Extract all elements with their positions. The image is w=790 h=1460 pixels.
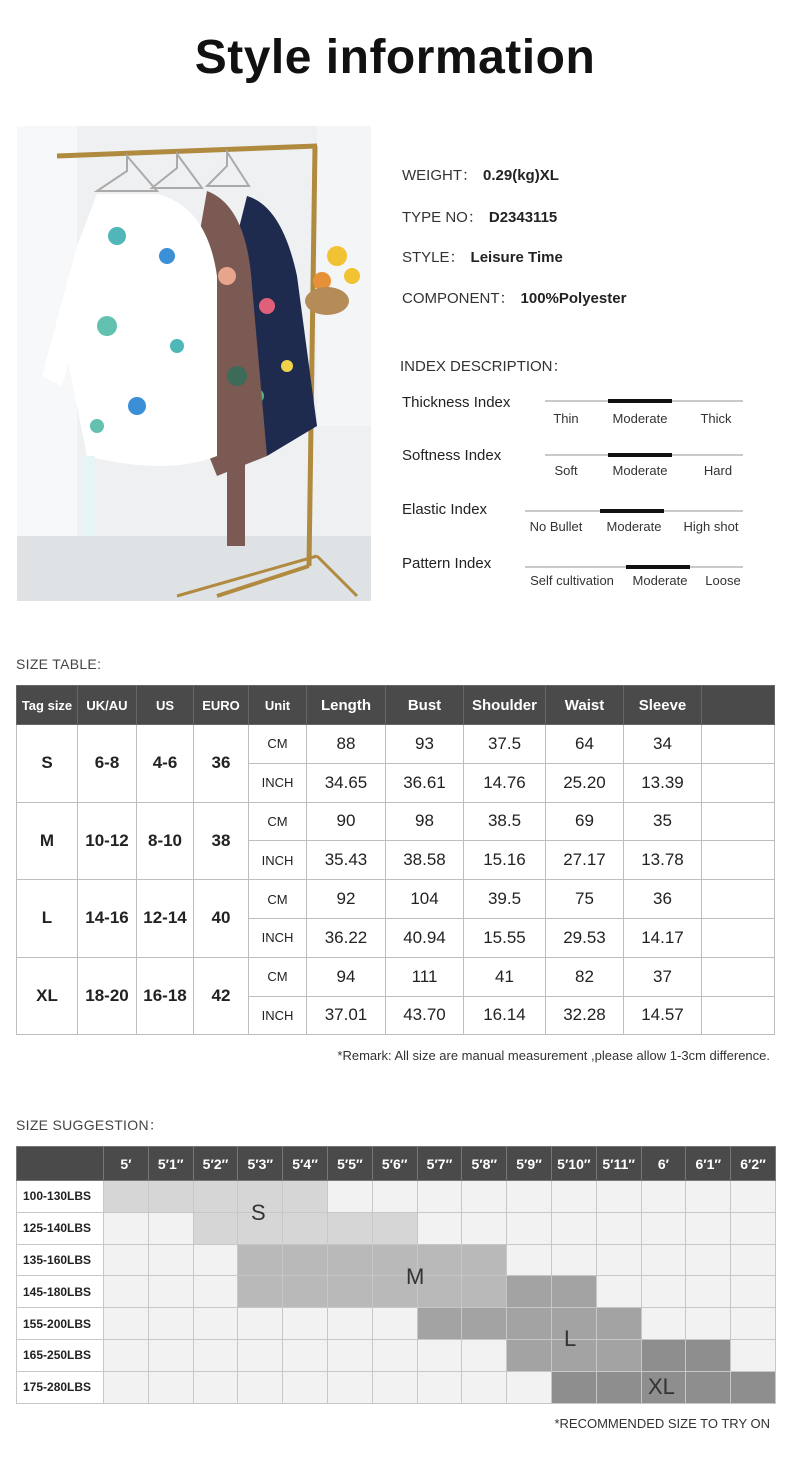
grid-cell — [327, 1181, 372, 1213]
grid-cell — [641, 1212, 686, 1244]
elastic-selected-mark — [600, 509, 664, 513]
grid-cell — [462, 1276, 507, 1308]
product-photo — [17, 126, 371, 601]
bust-cell: 40.94 — [386, 918, 464, 957]
grid-cell — [731, 1181, 776, 1213]
grid-cell — [104, 1308, 149, 1340]
grid-cell — [731, 1371, 776, 1403]
grid-cell — [193, 1212, 238, 1244]
style-row — [402, 246, 563, 267]
bust-cell: 104 — [386, 880, 464, 919]
unit-cell: INCH — [249, 841, 307, 880]
unit-cell: CM — [249, 725, 307, 764]
tag-size-cell: XL — [17, 957, 78, 1035]
grid-cell — [686, 1181, 731, 1213]
grid-cell — [238, 1308, 283, 1340]
grid-cell — [686, 1339, 731, 1371]
grid-cell — [193, 1244, 238, 1276]
euro-cell: 42 — [194, 957, 249, 1035]
pattern-option: Self cultivation — [530, 573, 614, 588]
grid-cell — [551, 1371, 596, 1403]
grid-cell — [596, 1371, 641, 1403]
type-value: D2343115 — [488, 209, 558, 226]
height-header: 5′9″ — [507, 1147, 552, 1181]
weight-label: WEIGHT： — [402, 167, 477, 184]
empty-cell — [702, 880, 775, 919]
waist-cell: 25.20 — [546, 763, 624, 802]
shoulder-cell: 16.14 — [464, 996, 546, 1035]
pattern-selected-mark — [626, 565, 690, 569]
weight-label: 100-130LBS — [17, 1181, 104, 1213]
waist-cell: 82 — [546, 957, 624, 996]
softness-option: Moderate — [612, 463, 668, 478]
grid-cell — [731, 1212, 776, 1244]
table-row — [17, 725, 775, 764]
us-cell: 4-6 — [137, 725, 194, 803]
grid-cell — [148, 1308, 193, 1340]
pattern-index-label: Pattern Index — [402, 555, 492, 572]
grid-cell — [193, 1276, 238, 1308]
tag-size-cell: M — [17, 802, 78, 880]
grid-cell — [596, 1244, 641, 1276]
elastic-option: Moderate — [606, 519, 662, 534]
zone-label-xl: XL — [648, 1374, 675, 1399]
grid-cell — [507, 1371, 552, 1403]
header-unit: Unit — [249, 686, 307, 725]
sleeve-cell: 34 — [624, 725, 702, 764]
grid-cell — [731, 1244, 776, 1276]
softness-selected-mark — [608, 453, 672, 457]
shoulder-cell: 15.16 — [464, 841, 546, 880]
bust-cell: 43.70 — [386, 996, 464, 1035]
suggestion-row — [17, 1308, 776, 1340]
component-value: 100%Polyester — [520, 290, 627, 307]
grid-cell — [283, 1308, 328, 1340]
zone-label-s: S — [251, 1200, 266, 1225]
suggestion-row — [17, 1276, 776, 1308]
grid-cell — [372, 1181, 417, 1213]
length-cell: 37.01 — [307, 996, 386, 1035]
grid-cell — [283, 1181, 328, 1213]
length-cell: 36.22 — [307, 918, 386, 957]
grid-cell — [507, 1212, 552, 1244]
unit-cell: CM — [249, 880, 307, 919]
size-table — [16, 685, 775, 1035]
grid-cell — [731, 1308, 776, 1340]
height-header: 5′1″ — [148, 1147, 193, 1181]
style-value: Leisure Time — [470, 249, 563, 266]
weight-label: 175-280LBS — [17, 1371, 104, 1403]
tag-size-cell: S — [17, 725, 78, 803]
corner-cell — [17, 1147, 104, 1181]
grid-cell — [686, 1371, 731, 1403]
size-remark: *Remark: All size are manual measurement ,please allow 1-3cm difference. — [337, 1048, 770, 1063]
weight-value: 0.29(kg)XL — [483, 167, 559, 184]
grid-cell — [372, 1212, 417, 1244]
elastic-index-label: Elastic Index — [402, 501, 488, 518]
dress-rack-illustration — [17, 126, 371, 601]
grid-cell — [551, 1276, 596, 1308]
grid-cell — [641, 1181, 686, 1213]
length-cell: 94 — [307, 957, 386, 996]
sleeve-cell: 13.39 — [624, 763, 702, 802]
grid-cell — [238, 1339, 283, 1371]
waist-cell: 29.53 — [546, 918, 624, 957]
suggestion-row — [17, 1181, 776, 1213]
table-row — [17, 957, 775, 996]
component-label: COMPONENT： — [402, 290, 515, 307]
grid-cell — [148, 1244, 193, 1276]
grid-cell — [731, 1276, 776, 1308]
zone-label-m: M — [406, 1264, 425, 1289]
grid-cell — [551, 1212, 596, 1244]
empty-cell — [702, 918, 775, 957]
height-header: 6′2″ — [731, 1147, 776, 1181]
unit-cell: INCH — [249, 763, 307, 802]
thickness-selected-mark — [608, 399, 672, 403]
grid-cell — [327, 1371, 372, 1403]
sleeve-cell: 37 — [624, 957, 702, 996]
grid-cell — [193, 1181, 238, 1213]
height-header: 5′6″ — [372, 1147, 417, 1181]
waist-cell: 32.28 — [546, 996, 624, 1035]
shoulder-cell: 38.5 — [464, 802, 546, 841]
grid-cell — [462, 1371, 507, 1403]
uk-cell: 18-20 — [78, 957, 137, 1035]
grid-cell — [238, 1371, 283, 1403]
waist-cell: 69 — [546, 802, 624, 841]
waist-cell: 27.17 — [546, 841, 624, 880]
grid-cell — [327, 1276, 372, 1308]
grid-cell — [148, 1276, 193, 1308]
shoulder-cell: 15.55 — [464, 918, 546, 957]
sleeve-cell: 14.57 — [624, 996, 702, 1035]
elastic-option: High shot — [683, 519, 739, 534]
grid-cell — [507, 1308, 552, 1340]
empty-cell — [702, 763, 775, 802]
grid-cell — [686, 1276, 731, 1308]
grid-cell — [148, 1371, 193, 1403]
header-tag-size: Tag size — [17, 686, 78, 725]
grid-cell — [238, 1244, 283, 1276]
recommended-footnote: *RECOMMENDED SIZE TO TRY ON — [554, 1416, 770, 1431]
uk-cell: 14-16 — [78, 880, 137, 958]
grid-cell — [462, 1181, 507, 1213]
grid-cell — [551, 1181, 596, 1213]
grid-cell — [551, 1244, 596, 1276]
grid-cell — [104, 1212, 149, 1244]
size-table-label: SIZE TABLE: — [16, 656, 102, 672]
grid-cell — [507, 1339, 552, 1371]
header-shoulder: Shoulder — [464, 686, 546, 725]
bust-cell: 38.58 — [386, 841, 464, 880]
grid-cell — [283, 1339, 328, 1371]
grid-cell — [104, 1244, 149, 1276]
sleeve-cell: 13.78 — [624, 841, 702, 880]
length-cell: 92 — [307, 880, 386, 919]
tag-size-cell: L — [17, 880, 78, 958]
header-us: US — [137, 686, 194, 725]
uk-cell: 10-12 — [78, 802, 137, 880]
empty-cell — [702, 802, 775, 841]
header-euro: EURO — [194, 686, 249, 725]
grid-cell — [283, 1244, 328, 1276]
grid-cell — [507, 1181, 552, 1213]
elastic-option: No Bullet — [529, 519, 583, 534]
height-header: 5′3″ — [238, 1147, 283, 1181]
softness-option: Soft — [554, 463, 578, 478]
type-label: TYPE NO： — [402, 209, 483, 226]
size-suggestion-grid — [16, 1146, 776, 1404]
pattern-option: Loose — [705, 573, 741, 588]
grid-cell — [462, 1308, 507, 1340]
grid-cell — [596, 1212, 641, 1244]
weight-label: 125-140LBS — [17, 1212, 104, 1244]
height-header: 5′ — [104, 1147, 149, 1181]
length-cell: 90 — [307, 802, 386, 841]
size-table-header-row — [17, 686, 775, 725]
thickness-option: Thin — [553, 411, 579, 426]
grid-cell — [641, 1244, 686, 1276]
style-label: STYLE： — [402, 249, 465, 266]
page-title: Style information — [194, 31, 596, 84]
grid-cell — [372, 1371, 417, 1403]
grid-cell — [417, 1371, 462, 1403]
component-row — [402, 287, 626, 308]
header-waist: Waist — [546, 686, 624, 725]
unit-cell: INCH — [249, 918, 307, 957]
thickness-option: Thick — [700, 411, 732, 426]
bust-cell: 93 — [386, 725, 464, 764]
euro-cell: 36 — [194, 725, 249, 803]
grid-cell — [327, 1308, 372, 1340]
grid-cell — [327, 1212, 372, 1244]
grid-cell — [462, 1212, 507, 1244]
grid-cell — [417, 1212, 462, 1244]
header-sleeve: Sleeve — [624, 686, 702, 725]
grid-cell — [104, 1339, 149, 1371]
suggestion-row — [17, 1212, 776, 1244]
grid-cell — [507, 1244, 552, 1276]
bust-cell: 111 — [386, 957, 464, 996]
grid-cell — [596, 1339, 641, 1371]
grid-cell — [148, 1181, 193, 1213]
grid-cell — [596, 1276, 641, 1308]
header-uk-au: UK/AU — [78, 686, 137, 725]
weight-label: 165-250LBS — [17, 1339, 104, 1371]
us-cell: 16-18 — [137, 957, 194, 1035]
waist-cell: 64 — [546, 725, 624, 764]
grid-cell — [417, 1339, 462, 1371]
euro-cell: 40 — [194, 880, 249, 958]
grid-cell — [686, 1244, 731, 1276]
weight-label: 135-160LBS — [17, 1244, 104, 1276]
grid-cell — [641, 1276, 686, 1308]
grid-cell — [193, 1339, 238, 1371]
table-row — [17, 880, 775, 919]
bust-cell: 36.61 — [386, 763, 464, 802]
grid-cell — [104, 1276, 149, 1308]
empty-cell — [702, 725, 775, 764]
table-row — [17, 802, 775, 841]
grid-cell — [104, 1181, 149, 1213]
grid-cell — [686, 1212, 731, 1244]
height-header: 5′8″ — [462, 1147, 507, 1181]
header-length: Length — [307, 686, 386, 725]
weight-row — [402, 164, 559, 185]
height-header: 5′7″ — [417, 1147, 462, 1181]
height-header: 6′ — [641, 1147, 686, 1181]
shoulder-cell: 14.76 — [464, 763, 546, 802]
suggestion-header-row — [17, 1147, 776, 1181]
grid-cell — [372, 1339, 417, 1371]
empty-cell — [702, 957, 775, 996]
grid-cell — [417, 1181, 462, 1213]
grid-cell — [104, 1371, 149, 1403]
header-bust: Bust — [386, 686, 464, 725]
length-cell: 34.65 — [307, 763, 386, 802]
grid-cell — [417, 1308, 462, 1340]
grid-cell — [596, 1181, 641, 1213]
type-row — [402, 206, 557, 227]
shoulder-cell: 39.5 — [464, 880, 546, 919]
grid-cell — [641, 1308, 686, 1340]
height-header: 5′11″ — [596, 1147, 641, 1181]
grid-cell — [596, 1308, 641, 1340]
thickness-option: Moderate — [612, 411, 668, 426]
height-header: 5′5″ — [327, 1147, 372, 1181]
height-header: 5′10″ — [551, 1147, 596, 1181]
waist-cell: 75 — [546, 880, 624, 919]
grid-cell — [283, 1276, 328, 1308]
softness-option: Hard — [703, 463, 733, 478]
grid-cell — [148, 1339, 193, 1371]
sleeve-cell: 36 — [624, 880, 702, 919]
us-cell: 8-10 — [137, 802, 194, 880]
grid-cell — [283, 1212, 328, 1244]
sleeve-cell: 14.17 — [624, 918, 702, 957]
grid-cell — [193, 1308, 238, 1340]
suggestion-row — [17, 1339, 776, 1371]
length-cell: 35.43 — [307, 841, 386, 880]
thickness-index-label: Thickness Index — [402, 394, 511, 411]
grid-cell — [193, 1371, 238, 1403]
index-description-title: INDEX DESCRIPTION： — [400, 358, 568, 375]
pattern-option: Moderate — [632, 573, 688, 588]
height-header: 5′4″ — [283, 1147, 328, 1181]
grid-cell — [327, 1244, 372, 1276]
grid-cell — [462, 1244, 507, 1276]
length-cell: 88 — [307, 725, 386, 764]
grid-cell — [327, 1339, 372, 1371]
size-suggestion-label: SIZE SUGGESTION： — [16, 1117, 164, 1133]
empty-cell — [702, 841, 775, 880]
grid-cell — [283, 1371, 328, 1403]
us-cell: 12-14 — [137, 880, 194, 958]
zone-label-l: L — [564, 1326, 577, 1351]
header-empty — [702, 686, 775, 725]
grid-cell — [238, 1276, 283, 1308]
height-header: 5′2″ — [193, 1147, 238, 1181]
grid-cell — [462, 1339, 507, 1371]
height-header: 6′1″ — [686, 1147, 731, 1181]
grid-cell — [507, 1276, 552, 1308]
suggestion-row — [17, 1244, 776, 1276]
empty-cell — [702, 996, 775, 1035]
euro-cell: 38 — [194, 802, 249, 880]
bust-cell: 98 — [386, 802, 464, 841]
sleeve-cell: 35 — [624, 802, 702, 841]
unit-cell: INCH — [249, 996, 307, 1035]
weight-label: 155-200LBS — [17, 1308, 104, 1340]
softness-index-label: Softness Index — [402, 447, 502, 464]
unit-cell: CM — [249, 957, 307, 996]
uk-cell: 6-8 — [78, 725, 137, 803]
grid-cell — [148, 1212, 193, 1244]
grid-cell — [641, 1339, 686, 1371]
shoulder-cell: 41 — [464, 957, 546, 996]
weight-label: 145-180LBS — [17, 1276, 104, 1308]
grid-cell — [686, 1308, 731, 1340]
shoulder-cell: 37.5 — [464, 725, 546, 764]
grid-cell — [731, 1339, 776, 1371]
unit-cell: CM — [249, 802, 307, 841]
grid-cell — [372, 1308, 417, 1340]
